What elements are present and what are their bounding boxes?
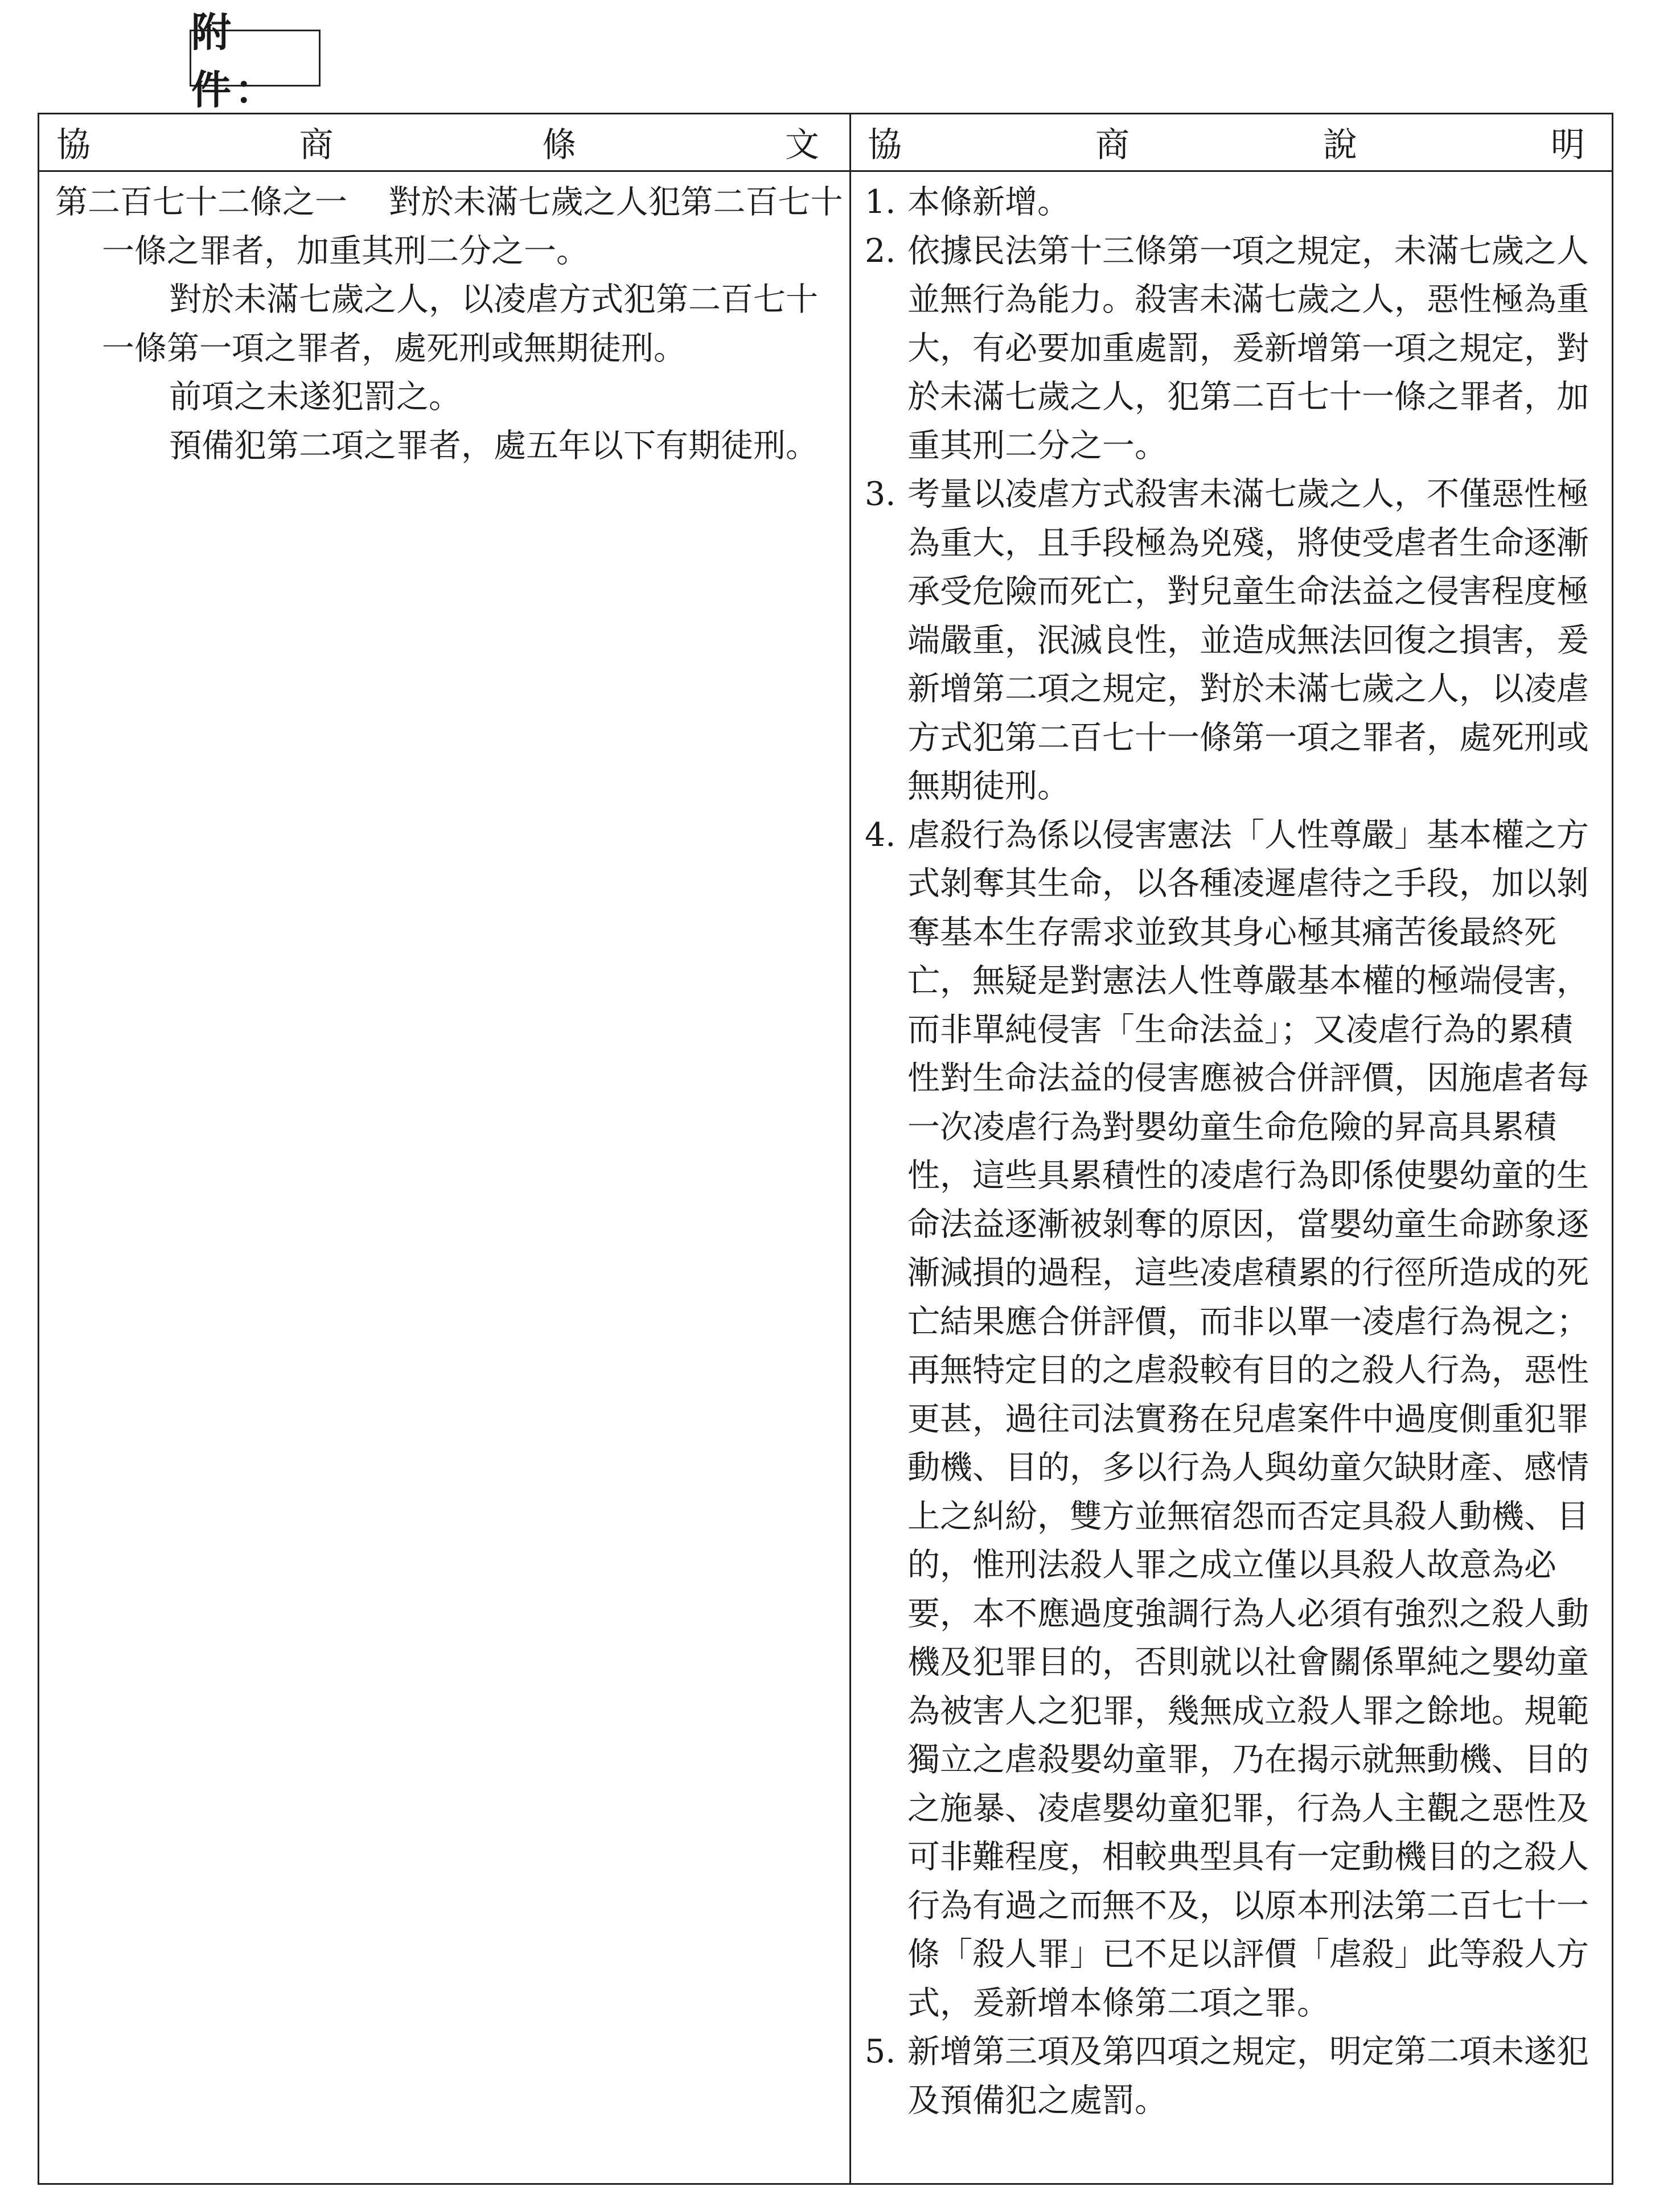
header-char: 說: [1323, 125, 1357, 165]
explanation-item: [865, 2028, 1605, 2125]
item-number: 3.: [865, 475, 896, 513]
item-text: 本條新增。: [907, 183, 1070, 221]
provision-paragraph-4: [55, 422, 847, 471]
explanation-item: [865, 227, 1605, 471]
column-divider: [849, 114, 851, 2183]
provisions-column: [55, 178, 847, 470]
header-char: 商: [299, 125, 334, 165]
item-number: 4.: [865, 816, 896, 854]
provision-paragraph-3: [55, 373, 847, 422]
item-text: 虐殺行為係以侵害憲法「人性尊嚴」基本權之方式剝奪其生命，以各種凌遲虐待之手段，加以剝奪基本生存需求並致其身心極其痛苦後最終死亡，無疑是對憲法人性尊嚴基本權的極端侵害，而非單純侵害「生命法益」；又凌虐行為的累積性對生命法益的侵害應被合併評價，因施虐者每一次凌虐行為對嬰幼童生命危險的昇高具累積性，這些具累積性的凌虐行為即係使嬰幼童的生命法益逐漸被剝奪的原因，當嬰幼童生命跡象逐漸減損的過程，這些凌虐積累的行徑所造成的死亡結果應合併評價，而非以單一凌虐行為視之；再無特定目的之虐殺較有目的之殺人行為，惡性更甚，過往司法實務在兒虐案件中過度側重犯罪動機、目的，多以行為人與幼童欠缺財產、感情上之糾紛，雙方並無宿怨而否定具殺人動機、目的，惟刑法殺人罪之成立僅以具殺人故意為必要，本不應過度強調行為人必須有強烈之殺人動機及犯罪目的，否則就以社會關係單純之嬰幼童為被害人之犯罪，幾無成立殺人罪之餘地。規範獨立之虐殺嬰幼童罪，乃在揭示就無動機、目的之施暴、凌虐嬰幼童犯罪，行為人主觀之惡性及可非難程度，相較典型具有一定動機目的之殺人行為有過之而無不及，以原本刑法第二百七十一條「殺人罪」已不足以評價「虐殺」此等殺人方式，爰新增本條第二項之罪。: [907, 816, 1589, 2022]
header-char: 協: [56, 125, 91, 165]
header-char: 文: [784, 125, 819, 165]
explanation-item: [865, 178, 1605, 227]
comparison-table: [38, 113, 1613, 2185]
header-char: 明: [1551, 125, 1585, 165]
item-text: 新增第三項及第四項之規定，明定第二項未遂犯及預備犯之處罰。: [907, 2033, 1589, 2119]
provision-text: 對於未滿七歲之人犯第二百七十一條之罪者，加重其刑二分之一。: [102, 183, 843, 270]
provision-paragraph-1: [55, 178, 847, 276]
header-explanations: [868, 114, 1602, 170]
item-number: 2.: [865, 232, 896, 270]
provision-text: 對於未滿七歲之人，以凌虐方式犯第二百七十一條第一項之罪者，處死刑或無期徒刑。: [102, 281, 818, 367]
explanations-column: [865, 178, 1605, 2125]
header-char: 協: [868, 125, 902, 165]
item-number: 5.: [865, 2033, 896, 2070]
explanation-item: [865, 470, 1605, 811]
explanation-item: [865, 811, 1605, 2028]
item-text: 考量以凌虐方式殺害未滿七歲之人，不僅惡性極為重大，且手段極為兇殘，將使受虐者生命逐漸承受危險而死亡，對兒童生命法益之侵害程度極端嚴重，泯滅良性，並造成無法回復之損害，爰新增第二項之規定，對於未滿七歲之人，以凌虐方式犯第二百七十一條第一項之罪者，處死刑或無期徒刑。: [907, 475, 1589, 805]
header-provisions: [56, 114, 836, 170]
header-char: 條: [542, 125, 577, 165]
header-divider: [39, 170, 1612, 172]
attachment-label: 附件：: [190, 30, 321, 87]
item-number: 1.: [865, 183, 896, 221]
provision-text: 前項之未遂犯罰之。: [169, 378, 461, 416]
provision-text: 預備犯第二項之罪者，處五年以下有期徒刑。: [169, 426, 818, 465]
article-title: 第二百七十二條之一: [55, 183, 347, 221]
header-char: 商: [1095, 125, 1129, 165]
item-text: 依據民法第十三條第一項之規定，未滿七歲之人並無行為能力。殺害未滿七歲之人，惡性極為重大，有必要加重處罰，爰新增第一項之規定，對於未滿七歲之人，犯第二百七十一條之罪者，加重其刑二分之一。: [907, 232, 1589, 465]
provision-paragraph-2: [55, 276, 847, 373]
